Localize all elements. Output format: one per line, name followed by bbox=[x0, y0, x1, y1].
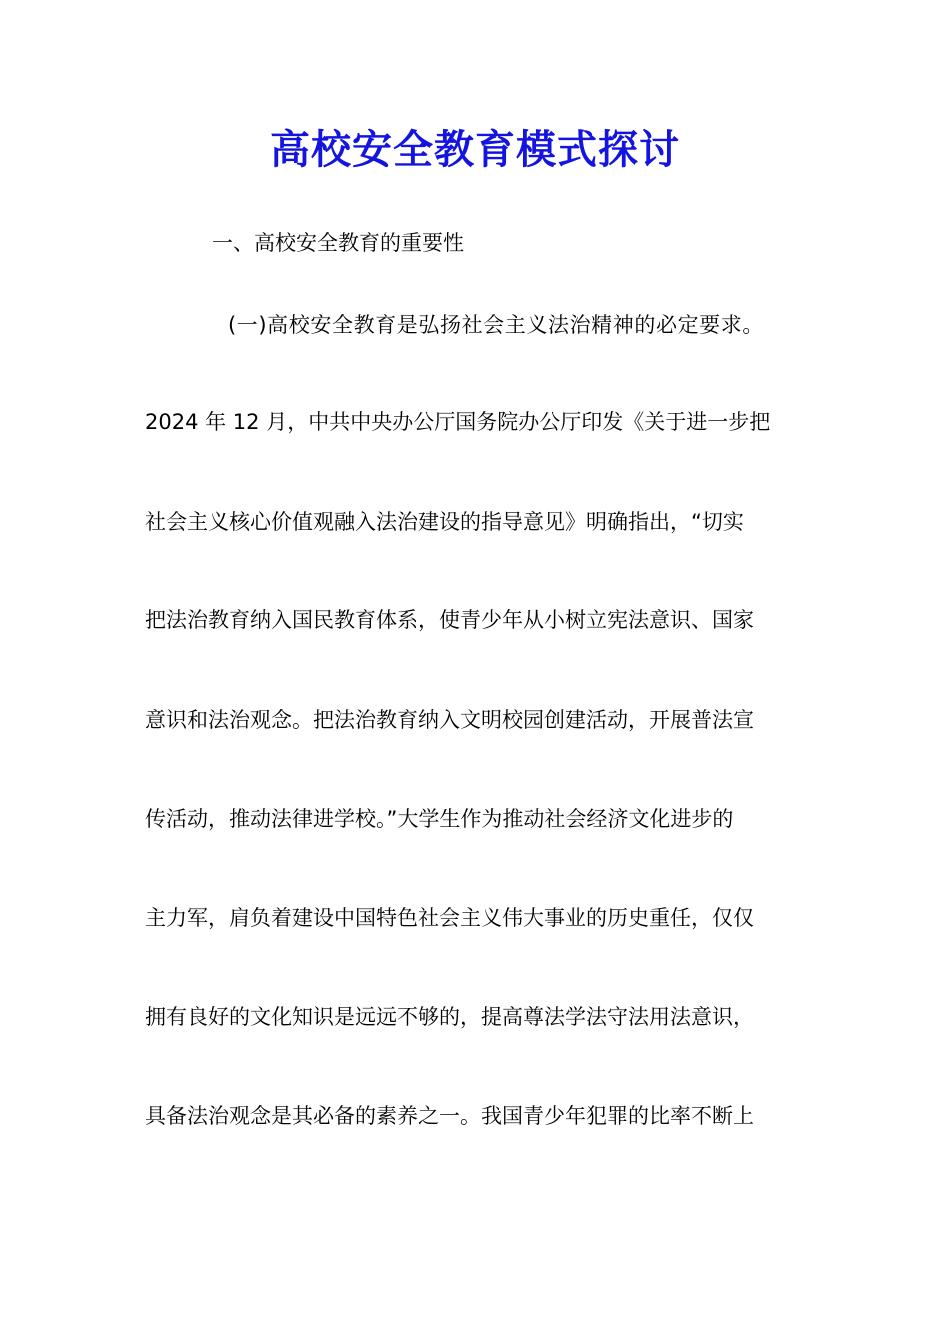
body-line: 传活动，推动法律进学校。”大学生作为推动社会经济文化进步的 bbox=[145, 807, 734, 831]
body-line: 意识和法治观念。把法治教育纳入文明校园创建活动，开展普法宣 bbox=[145, 708, 754, 732]
body-line: 具备法治观念是其必备的素养之一。我国青少年犯罪的比率不断上 bbox=[145, 1104, 754, 1128]
body-line: 2024 年 12 月，中共中央办公厅国务院办公厅印发《关于进一步把 bbox=[145, 410, 771, 434]
body-line: 拥有良好的文化知识是远远不够的，提高尊法学法守法用法意识， bbox=[145, 1005, 754, 1029]
section-heading: 一、高校安全教育的重要性 bbox=[212, 231, 464, 255]
body-line: 把法治教育纳入国民教育体系，使青少年从小树立宪法意识、国家 bbox=[145, 608, 754, 632]
sub-heading: (一)高校安全教育是弘扬社会主义法治精神的必定要求。 bbox=[228, 313, 764, 337]
body-line: 社会主义核心价值观融入法治建设的指导意见》明确指出，“切实 bbox=[145, 510, 744, 534]
document-title: 高校安全教育模式探讨 bbox=[270, 126, 680, 173]
body-line: 主力军，肩负着建设中国特色社会主义伟大事业的历史重任，仅仅 bbox=[145, 906, 754, 930]
